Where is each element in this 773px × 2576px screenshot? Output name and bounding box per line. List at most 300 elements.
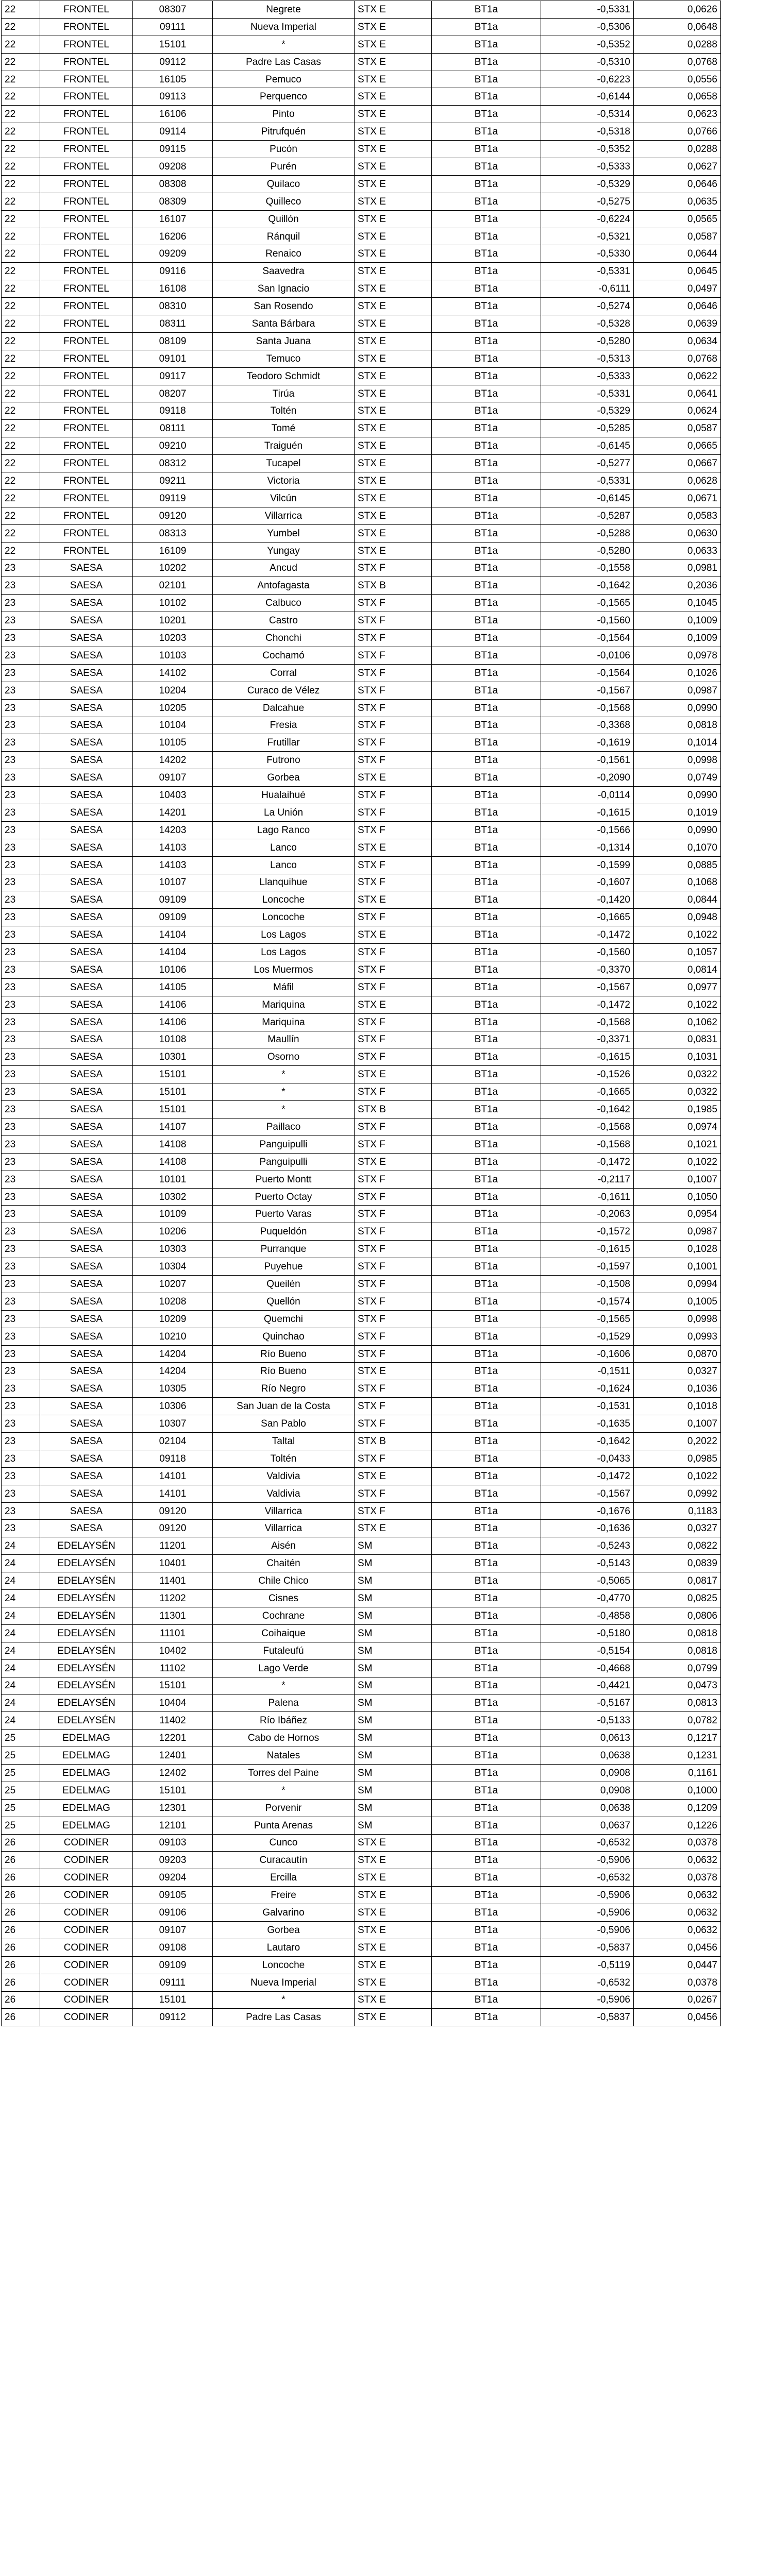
tariff-cell: BT1a: [432, 1956, 541, 1974]
commune-code-cell: 09109: [133, 891, 213, 909]
value-a-cell: -0,5313: [541, 350, 634, 367]
value-b-cell: 0,0587: [634, 420, 721, 437]
tariff-cell: BT1a: [432, 1904, 541, 1922]
region-code-cell: 23: [2, 1066, 40, 1083]
company-cell: SAESA: [40, 1048, 133, 1066]
company-cell: SAESA: [40, 996, 133, 1013]
value-b-cell: 0,0267: [634, 1991, 721, 2009]
table-row: [2, 682, 721, 699]
value-a-cell: 0,0638: [541, 1799, 634, 1817]
region-code-cell: 23: [2, 595, 40, 612]
system-cell: SM: [355, 1642, 432, 1659]
value-a-cell: -0,1642: [541, 1101, 634, 1118]
company-cell: FRONTEL: [40, 542, 133, 560]
commune-code-cell: 10104: [133, 717, 213, 734]
value-b-cell: 0,2022: [634, 1433, 721, 1450]
company-cell: FRONTEL: [40, 420, 133, 437]
tariff-cell: BT1a: [432, 978, 541, 996]
system-cell: STX F: [355, 1380, 432, 1398]
value-a-cell: -0,1611: [541, 1188, 634, 1206]
tariff-cell: BT1a: [432, 1991, 541, 2009]
commune-code-cell: 09103: [133, 1834, 213, 1852]
tariff-cell: BT1a: [432, 1730, 541, 1747]
commune-cell: Perquenco: [213, 88, 355, 106]
value-b-cell: 0,1985: [634, 1101, 721, 1118]
company-cell: SAESA: [40, 699, 133, 717]
table-row: [2, 228, 721, 245]
value-a-cell: -0,1572: [541, 1223, 634, 1241]
company-cell: SAESA: [40, 1293, 133, 1310]
commune-cell: Panguipulli: [213, 1136, 355, 1153]
value-b-cell: 0,0844: [634, 891, 721, 909]
region-code-cell: 26: [2, 1834, 40, 1852]
system-cell: STX F: [355, 1083, 432, 1101]
value-a-cell: -0,5329: [541, 175, 634, 193]
value-b-cell: 0,0993: [634, 1328, 721, 1345]
system-cell: STX E: [355, 1887, 432, 1904]
commune-cell: Puerto Octay: [213, 1188, 355, 1206]
table-row: [2, 1852, 721, 1869]
company-cell: FRONTEL: [40, 332, 133, 350]
value-a-cell: -0,5274: [541, 298, 634, 315]
region-code-cell: 22: [2, 53, 40, 71]
company-cell: SAESA: [40, 682, 133, 699]
commune-cell: *: [213, 1677, 355, 1694]
commune-cell: Calbuco: [213, 595, 355, 612]
tariff-cell: BT1a: [432, 367, 541, 385]
commune-code-cell: 08313: [133, 524, 213, 542]
commune-cell: San Juan de la Costa: [213, 1398, 355, 1415]
commune-cell: Lago Verde: [213, 1659, 355, 1677]
commune-code-cell: 09118: [133, 402, 213, 420]
commune-cell: Chaitén: [213, 1555, 355, 1572]
company-cell: SAESA: [40, 560, 133, 577]
value-b-cell: 0,0782: [634, 1712, 721, 1730]
region-code-cell: 23: [2, 1118, 40, 1136]
table-row: [2, 263, 721, 280]
region-code-cell: 23: [2, 1467, 40, 1485]
table-row: [2, 1398, 721, 1415]
region-code-cell: 23: [2, 1153, 40, 1171]
commune-code-cell: 16108: [133, 280, 213, 298]
commune-code-cell: 09209: [133, 245, 213, 263]
tariff-cell: BT1a: [432, 1502, 541, 1520]
value-b-cell: 0,0634: [634, 332, 721, 350]
table-row: [2, 1083, 721, 1101]
value-a-cell: -0,5133: [541, 1712, 634, 1730]
system-cell: STX E: [355, 472, 432, 490]
value-b-cell: 0,0646: [634, 298, 721, 315]
table-row: [2, 1869, 721, 1887]
company-cell: FRONTEL: [40, 280, 133, 298]
commune-code-cell: 09106: [133, 1904, 213, 1922]
table-row: [2, 385, 721, 402]
company-cell: SAESA: [40, 787, 133, 804]
company-cell: FRONTEL: [40, 472, 133, 490]
commune-code-cell: 12201: [133, 1730, 213, 1747]
commune-cell: Porvenir: [213, 1799, 355, 1817]
value-b-cell: 0,0818: [634, 1642, 721, 1659]
value-a-cell: -0,1624: [541, 1380, 634, 1398]
system-cell: STX F: [355, 1450, 432, 1467]
tariff-cell: BT1a: [432, 1345, 541, 1363]
value-b-cell: 0,1000: [634, 1782, 721, 1799]
commune-cell: Los Lagos: [213, 926, 355, 944]
commune-cell: Ancud: [213, 560, 355, 577]
value-b-cell: 0,0831: [634, 1031, 721, 1048]
system-cell: STX F: [355, 787, 432, 804]
commune-cell: Lanco: [213, 856, 355, 874]
value-a-cell: -0,1565: [541, 595, 634, 612]
value-a-cell: -0,5352: [541, 141, 634, 158]
commune-code-cell: 02101: [133, 577, 213, 595]
company-cell: SAESA: [40, 1066, 133, 1083]
system-cell: STX F: [355, 1223, 432, 1241]
table-row: [2, 1817, 721, 1834]
commune-code-cell: 15101: [133, 1101, 213, 1118]
commune-code-cell: 10106: [133, 961, 213, 978]
value-b-cell: 0,0990: [634, 821, 721, 839]
commune-cell: Dalcahue: [213, 699, 355, 717]
company-cell: FRONTEL: [40, 507, 133, 524]
tariff-table: [1, 1, 721, 2026]
region-code-cell: 22: [2, 106, 40, 123]
system-cell: STX F: [355, 560, 432, 577]
commune-code-cell: 10202: [133, 560, 213, 577]
table-row: [2, 1659, 721, 1677]
commune-code-cell: 08207: [133, 385, 213, 402]
value-a-cell: -0,2063: [541, 1206, 634, 1223]
commune-code-cell: 12101: [133, 1817, 213, 1834]
company-cell: EDELAYSÉN: [40, 1555, 133, 1572]
system-cell: STX E: [355, 996, 432, 1013]
commune-code-cell: 15101: [133, 1677, 213, 1694]
table-row: [2, 944, 721, 961]
commune-code-cell: 09120: [133, 1502, 213, 1520]
commune-code-cell: 11402: [133, 1712, 213, 1730]
value-b-cell: 0,0587: [634, 228, 721, 245]
tariff-cell: BT1a: [432, 36, 541, 53]
system-cell: STX F: [355, 734, 432, 752]
system-cell: STX F: [355, 647, 432, 664]
value-b-cell: 0,0630: [634, 524, 721, 542]
tariff-cell: BT1a: [432, 1450, 541, 1467]
company-cell: EDELAYSÉN: [40, 1590, 133, 1607]
value-b-cell: 0,0327: [634, 1520, 721, 1537]
company-cell: EDELMAG: [40, 1764, 133, 1782]
value-b-cell: 0,1217: [634, 1730, 721, 1747]
value-b-cell: 0,0627: [634, 158, 721, 176]
tariff-cell: BT1a: [432, 1031, 541, 1048]
company-cell: FRONTEL: [40, 315, 133, 333]
system-cell: STX F: [355, 1310, 432, 1328]
value-b-cell: 0,0497: [634, 280, 721, 298]
company-cell: CODINER: [40, 1956, 133, 1974]
value-b-cell: 0,0814: [634, 961, 721, 978]
system-cell: STX B: [355, 1433, 432, 1450]
tariff-cell: BT1a: [432, 1066, 541, 1083]
region-code-cell: 26: [2, 1887, 40, 1904]
value-a-cell: -0,3368: [541, 717, 634, 734]
region-code-cell: 22: [2, 263, 40, 280]
table-row: [2, 542, 721, 560]
value-b-cell: 0,1045: [634, 595, 721, 612]
value-b-cell: 0,1050: [634, 1188, 721, 1206]
commune-cell: Cisnes: [213, 1590, 355, 1607]
commune-cell: San Pablo: [213, 1415, 355, 1433]
value-b-cell: 0,0658: [634, 88, 721, 106]
tariff-cell: BT1a: [432, 385, 541, 402]
tariff-cell: BT1a: [432, 1206, 541, 1223]
system-cell: SM: [355, 1712, 432, 1730]
value-b-cell: 0,0799: [634, 1659, 721, 1677]
table-row: [2, 36, 721, 53]
system-cell: STX E: [355, 280, 432, 298]
commune-cell: Tomé: [213, 420, 355, 437]
value-b-cell: 0,0885: [634, 856, 721, 874]
value-b-cell: 0,1028: [634, 1241, 721, 1258]
commune-cell: Mariquina: [213, 996, 355, 1013]
table-row: [2, 1171, 721, 1188]
table-row: [2, 1607, 721, 1624]
table-row: [2, 1520, 721, 1537]
table-row: [2, 1153, 721, 1171]
system-cell: STX E: [355, 141, 432, 158]
system-cell: STX E: [355, 1153, 432, 1171]
tariff-cell: BT1a: [432, 1380, 541, 1398]
region-code-cell: 23: [2, 961, 40, 978]
commune-code-cell: 14106: [133, 996, 213, 1013]
commune-code-cell: 09208: [133, 158, 213, 176]
company-cell: SAESA: [40, 926, 133, 944]
commune-code-cell: 09115: [133, 141, 213, 158]
table-row: [2, 1502, 721, 1520]
commune-code-cell: 08109: [133, 332, 213, 350]
system-cell: STX F: [355, 1276, 432, 1293]
tariff-cell: BT1a: [432, 1433, 541, 1450]
value-b-cell: 0,1022: [634, 926, 721, 944]
value-a-cell: -0,5287: [541, 507, 634, 524]
tariff-cell: BT1a: [432, 53, 541, 71]
value-b-cell: 0,0987: [634, 1223, 721, 1241]
value-a-cell: -0,1564: [541, 664, 634, 682]
value-a-cell: -0,5180: [541, 1624, 634, 1642]
commune-code-cell: 11401: [133, 1572, 213, 1590]
region-code-cell: 24: [2, 1572, 40, 1590]
value-a-cell: -0,1567: [541, 682, 634, 699]
company-cell: FRONTEL: [40, 263, 133, 280]
value-a-cell: -0,6224: [541, 210, 634, 228]
commune-cell: Temuco: [213, 350, 355, 367]
system-cell: SM: [355, 1817, 432, 1834]
value-a-cell: -0,4421: [541, 1677, 634, 1694]
table-row: [2, 1782, 721, 1799]
company-cell: EDELMAG: [40, 1799, 133, 1817]
region-code-cell: 24: [2, 1694, 40, 1712]
tariff-cell: BT1a: [432, 1101, 541, 1118]
commune-code-cell: 10207: [133, 1276, 213, 1293]
region-code-cell: 22: [2, 350, 40, 367]
region-code-cell: 22: [2, 193, 40, 210]
value-b-cell: 0,0977: [634, 978, 721, 996]
commune-cell: Aisén: [213, 1537, 355, 1555]
system-cell: STX E: [355, 228, 432, 245]
company-cell: SAESA: [40, 1241, 133, 1258]
table-row: [2, 560, 721, 577]
table-row: [2, 332, 721, 350]
value-b-cell: 0,0626: [634, 1, 721, 19]
company-cell: EDELAYSÉN: [40, 1624, 133, 1642]
value-b-cell: 0,0623: [634, 106, 721, 123]
tariff-cell: BT1a: [432, 1834, 541, 1852]
commune-code-cell: 15101: [133, 1083, 213, 1101]
value-b-cell: 0,0954: [634, 1206, 721, 1223]
commune-cell: Máfil: [213, 978, 355, 996]
value-b-cell: 0,1022: [634, 996, 721, 1013]
value-b-cell: 0,1161: [634, 1764, 721, 1782]
tariff-cell: BT1a: [432, 1677, 541, 1694]
region-code-cell: 23: [2, 717, 40, 734]
table-row: [2, 18, 721, 36]
commune-code-cell: 12301: [133, 1799, 213, 1817]
commune-code-cell: 02104: [133, 1433, 213, 1450]
company-cell: EDELAYSÉN: [40, 1712, 133, 1730]
commune-cell: Fresia: [213, 717, 355, 734]
system-cell: STX E: [355, 332, 432, 350]
commune-code-cell: 09109: [133, 909, 213, 926]
company-cell: SAESA: [40, 874, 133, 891]
company-cell: SAESA: [40, 1467, 133, 1485]
system-cell: STX F: [355, 1345, 432, 1363]
value-a-cell: -0,5352: [541, 36, 634, 53]
table-row: [2, 1118, 721, 1136]
table-row: [2, 839, 721, 856]
system-cell: STX E: [355, 298, 432, 315]
company-cell: EDELMAG: [40, 1817, 133, 1834]
commune-cell: Tucapel: [213, 455, 355, 472]
value-a-cell: -0,1615: [541, 1048, 634, 1066]
table-row: [2, 804, 721, 821]
region-code-cell: 22: [2, 472, 40, 490]
tariff-cell: BT1a: [432, 682, 541, 699]
tariff-cell: BT1a: [432, 1590, 541, 1607]
company-cell: SAESA: [40, 752, 133, 769]
company-cell: FRONTEL: [40, 123, 133, 141]
table-row: [2, 1206, 721, 1223]
commune-cell: Palena: [213, 1694, 355, 1712]
company-cell: CODINER: [40, 1852, 133, 1869]
commune-cell: Loncoche: [213, 1956, 355, 1974]
commune-code-cell: 08311: [133, 315, 213, 333]
company-cell: SAESA: [40, 1171, 133, 1188]
tariff-cell: BT1a: [432, 1921, 541, 1939]
commune-code-cell: 08312: [133, 455, 213, 472]
system-cell: STX E: [355, 245, 432, 263]
commune-code-cell: 10302: [133, 1188, 213, 1206]
table-row: [2, 2009, 721, 2026]
commune-code-cell: 14107: [133, 1118, 213, 1136]
commune-cell: Yumbel: [213, 524, 355, 542]
value-b-cell: 0,0635: [634, 193, 721, 210]
company-cell: FRONTEL: [40, 36, 133, 53]
region-code-cell: 23: [2, 577, 40, 595]
tariff-cell: BT1a: [432, 1869, 541, 1887]
table-row: [2, 978, 721, 996]
system-cell: STX E: [355, 36, 432, 53]
region-code-cell: 23: [2, 1048, 40, 1066]
commune-code-cell: 16106: [133, 106, 213, 123]
commune-code-cell: 09101: [133, 350, 213, 367]
value-a-cell: -0,5331: [541, 263, 634, 280]
system-cell: STX E: [355, 350, 432, 367]
company-cell: SAESA: [40, 1013, 133, 1031]
commune-code-cell: 10205: [133, 699, 213, 717]
table-row: [2, 420, 721, 437]
table-row: [2, 1921, 721, 1939]
tariff-cell: BT1a: [432, 1520, 541, 1537]
value-a-cell: -0,1560: [541, 944, 634, 961]
tariff-cell: BT1a: [432, 1171, 541, 1188]
value-a-cell: -0,2090: [541, 769, 634, 787]
commune-code-cell: 16109: [133, 542, 213, 560]
value-a-cell: -0,5280: [541, 332, 634, 350]
region-code-cell: 23: [2, 682, 40, 699]
region-code-cell: 23: [2, 891, 40, 909]
table-row: [2, 1066, 721, 1083]
value-b-cell: 0,0641: [634, 385, 721, 402]
value-a-cell: -0,5906: [541, 1991, 634, 2009]
commune-code-cell: 10402: [133, 1642, 213, 1659]
table-row: [2, 367, 721, 385]
commune-cell: Frutillar: [213, 734, 355, 752]
tariff-cell: BT1a: [432, 1694, 541, 1712]
tariff-cell: BT1a: [432, 1485, 541, 1502]
table-row: [2, 961, 721, 978]
region-code-cell: 23: [2, 1293, 40, 1310]
value-a-cell: -0,3370: [541, 961, 634, 978]
value-b-cell: 0,1026: [634, 664, 721, 682]
value-b-cell: 0,0671: [634, 489, 721, 507]
region-code-cell: 23: [2, 856, 40, 874]
system-cell: STX E: [355, 175, 432, 193]
system-cell: SM: [355, 1607, 432, 1624]
table-row: [2, 1834, 721, 1852]
value-b-cell: 0,0974: [634, 1118, 721, 1136]
table-row: [2, 1747, 721, 1765]
company-cell: SAESA: [40, 664, 133, 682]
table-row: [2, 1730, 721, 1747]
company-cell: SAESA: [40, 1328, 133, 1345]
company-cell: SAESA: [40, 612, 133, 630]
system-cell: STX E: [355, 1869, 432, 1887]
company-cell: SAESA: [40, 1502, 133, 1520]
value-a-cell: -0,2117: [541, 1171, 634, 1188]
company-cell: SAESA: [40, 1206, 133, 1223]
system-cell: STX F: [355, 1485, 432, 1502]
value-a-cell: -0,1619: [541, 734, 634, 752]
value-b-cell: 0,1022: [634, 1153, 721, 1171]
company-cell: SAESA: [40, 769, 133, 787]
commune-cell: Puqueldón: [213, 1223, 355, 1241]
value-b-cell: 0,1068: [634, 874, 721, 891]
table-row: [2, 926, 721, 944]
region-code-cell: 22: [2, 280, 40, 298]
commune-cell: Pitrufquén: [213, 123, 355, 141]
tariff-cell: BT1a: [432, 1817, 541, 1834]
commune-cell: Quellón: [213, 1293, 355, 1310]
commune-code-cell: 09204: [133, 1869, 213, 1887]
commune-cell: Queilén: [213, 1276, 355, 1293]
